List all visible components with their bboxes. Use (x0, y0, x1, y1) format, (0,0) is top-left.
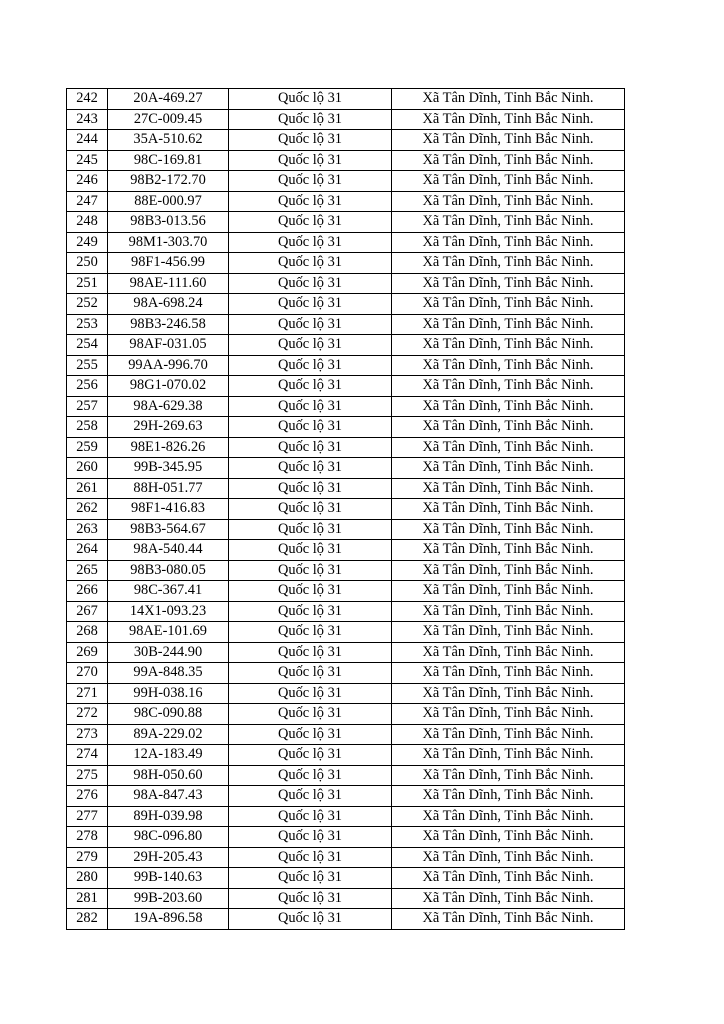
road-cell: Quốc lộ 31 (229, 478, 392, 499)
road-cell: Quốc lộ 31 (229, 519, 392, 540)
table-row (67, 478, 625, 499)
license-plate-cell: 98B3-080.05 (108, 560, 229, 581)
license-plate-cell: 89H-039.98 (108, 806, 229, 827)
road-cell: Quốc lộ 31 (229, 888, 392, 909)
license-plate-cell: 99H-038.16 (108, 683, 229, 704)
license-plate-cell: 30B-244.90 (108, 642, 229, 663)
row-number-cell: 273 (67, 724, 108, 745)
location-cell: Xã Tân Dĩnh, Tỉnh Bắc Ninh. (392, 786, 625, 807)
table-row (67, 335, 625, 356)
location-cell: Xã Tân Dĩnh, Tỉnh Bắc Ninh. (392, 683, 625, 704)
license-plate-cell: 98F1-416.83 (108, 499, 229, 520)
table-row (67, 253, 625, 274)
road-cell: Quốc lộ 31 (229, 150, 392, 171)
license-plate-cell: 98A-629.38 (108, 396, 229, 417)
location-cell: Xã Tân Dĩnh, Tỉnh Bắc Ninh. (392, 478, 625, 499)
license-plate-cell: 98B3-564.67 (108, 519, 229, 540)
license-plate-cell: 99A-848.35 (108, 663, 229, 684)
road-cell: Quốc lộ 31 (229, 601, 392, 622)
row-number-cell: 259 (67, 437, 108, 458)
row-number-cell: 269 (67, 642, 108, 663)
table-row (67, 355, 625, 376)
row-number-cell: 282 (67, 909, 108, 930)
row-number-cell: 281 (67, 888, 108, 909)
road-cell: Quốc lộ 31 (229, 355, 392, 376)
row-number-cell: 277 (67, 806, 108, 827)
license-plate-cell: 98A-847.43 (108, 786, 229, 807)
license-plate-cell: 29H-269.63 (108, 417, 229, 438)
table-row (67, 294, 625, 315)
location-cell: Xã Tân Dĩnh, Tỉnh Bắc Ninh. (392, 376, 625, 397)
table-row (67, 273, 625, 294)
table-row (67, 765, 625, 786)
location-cell: Xã Tân Dĩnh, Tỉnh Bắc Ninh. (392, 806, 625, 827)
license-plate-cell: 98AF-031.05 (108, 335, 229, 356)
table-row (67, 314, 625, 335)
location-cell: Xã Tân Dĩnh, Tỉnh Bắc Ninh. (392, 355, 625, 376)
road-cell: Quốc lộ 31 (229, 581, 392, 602)
location-cell: Xã Tân Dĩnh, Tỉnh Bắc Ninh. (392, 601, 625, 622)
location-cell: Xã Tân Dĩnh, Tỉnh Bắc Ninh. (392, 171, 625, 192)
row-number-cell: 243 (67, 109, 108, 130)
road-cell: Quốc lộ 31 (229, 560, 392, 581)
location-cell: Xã Tân Dĩnh, Tỉnh Bắc Ninh. (392, 663, 625, 684)
location-cell: Xã Tân Dĩnh, Tỉnh Bắc Ninh. (392, 868, 625, 889)
row-number-cell: 253 (67, 314, 108, 335)
location-cell: Xã Tân Dĩnh, Tỉnh Bắc Ninh. (392, 745, 625, 766)
row-number-cell: 266 (67, 581, 108, 602)
location-cell: Xã Tân Dĩnh, Tỉnh Bắc Ninh. (392, 109, 625, 130)
table-row (67, 519, 625, 540)
location-cell: Xã Tân Dĩnh, Tỉnh Bắc Ninh. (392, 765, 625, 786)
row-number-cell: 275 (67, 765, 108, 786)
license-plate-cell: 98C-169.81 (108, 150, 229, 171)
road-cell: Quốc lộ 31 (229, 806, 392, 827)
location-cell: Xã Tân Dĩnh, Tỉnh Bắc Ninh. (392, 519, 625, 540)
road-cell: Quốc lộ 31 (229, 253, 392, 274)
row-number-cell: 252 (67, 294, 108, 315)
road-cell: Quốc lộ 31 (229, 765, 392, 786)
row-number-cell: 265 (67, 560, 108, 581)
license-plate-cell: 98E1-826.26 (108, 437, 229, 458)
table-row (67, 581, 625, 602)
location-cell: Xã Tân Dĩnh, Tỉnh Bắc Ninh. (392, 89, 625, 110)
location-cell: Xã Tân Dĩnh, Tỉnh Bắc Ninh. (392, 417, 625, 438)
table-row (67, 663, 625, 684)
table-row (67, 806, 625, 827)
table-row (67, 437, 625, 458)
table-row (67, 745, 625, 766)
license-plate-cell: 35A-510.62 (108, 130, 229, 151)
table-row (67, 724, 625, 745)
location-cell: Xã Tân Dĩnh, Tỉnh Bắc Ninh. (392, 212, 625, 233)
row-number-cell: 256 (67, 376, 108, 397)
row-number-cell: 262 (67, 499, 108, 520)
row-number-cell: 250 (67, 253, 108, 274)
road-cell: Quốc lộ 31 (229, 847, 392, 868)
table-row (67, 540, 625, 561)
row-number-cell: 274 (67, 745, 108, 766)
table-row (67, 847, 625, 868)
road-cell: Quốc lộ 31 (229, 786, 392, 807)
table-row (67, 150, 625, 171)
license-plate-cell: 98B3-246.58 (108, 314, 229, 335)
road-cell: Quốc lộ 31 (229, 191, 392, 212)
road-cell: Quốc lộ 31 (229, 314, 392, 335)
road-cell: Quốc lộ 31 (229, 437, 392, 458)
license-plate-cell: 98C-096.80 (108, 827, 229, 848)
license-plate-cell: 88E-000.97 (108, 191, 229, 212)
location-cell: Xã Tân Dĩnh, Tỉnh Bắc Ninh. (392, 622, 625, 643)
table-row (67, 171, 625, 192)
row-number-cell: 267 (67, 601, 108, 622)
road-cell: Quốc lộ 31 (229, 376, 392, 397)
location-cell: Xã Tân Dĩnh, Tỉnh Bắc Ninh. (392, 499, 625, 520)
road-cell: Quốc lộ 31 (229, 130, 392, 151)
location-cell: Xã Tân Dĩnh, Tỉnh Bắc Ninh. (392, 581, 625, 602)
location-cell: Xã Tân Dĩnh, Tỉnh Bắc Ninh. (392, 150, 625, 171)
road-cell: Quốc lộ 31 (229, 827, 392, 848)
license-plate-cell: 98C-367.41 (108, 581, 229, 602)
license-plate-cell: 27C-009.45 (108, 109, 229, 130)
location-cell: Xã Tân Dĩnh, Tỉnh Bắc Ninh. (392, 847, 625, 868)
row-number-cell: 264 (67, 540, 108, 561)
row-number-cell: 260 (67, 458, 108, 479)
row-number-cell: 271 (67, 683, 108, 704)
location-cell: Xã Tân Dĩnh, Tỉnh Bắc Ninh. (392, 437, 625, 458)
license-plate-cell: 14X1-093.23 (108, 601, 229, 622)
road-cell: Quốc lộ 31 (229, 683, 392, 704)
row-number-cell: 242 (67, 89, 108, 110)
row-number-cell: 258 (67, 417, 108, 438)
location-cell: Xã Tân Dĩnh, Tỉnh Bắc Ninh. (392, 232, 625, 253)
road-cell: Quốc lộ 31 (229, 335, 392, 356)
row-number-cell: 247 (67, 191, 108, 212)
road-cell: Quốc lộ 31 (229, 642, 392, 663)
row-number-cell: 246 (67, 171, 108, 192)
license-plate-cell: 99AA-996.70 (108, 355, 229, 376)
license-plate-cell: 88H-051.77 (108, 478, 229, 499)
license-plate-cell: 98F1-456.99 (108, 253, 229, 274)
table-row (67, 909, 625, 930)
table-row (67, 458, 625, 479)
row-number-cell: 272 (67, 704, 108, 725)
road-cell: Quốc lộ 31 (229, 232, 392, 253)
location-cell: Xã Tân Dĩnh, Tỉnh Bắc Ninh. (392, 191, 625, 212)
table-row (67, 683, 625, 704)
location-cell: Xã Tân Dĩnh, Tỉnh Bắc Ninh. (392, 909, 625, 930)
location-cell: Xã Tân Dĩnh, Tỉnh Bắc Ninh. (392, 314, 625, 335)
license-plate-cell: 20A-469.27 (108, 89, 229, 110)
road-cell: Quốc lộ 31 (229, 704, 392, 725)
location-cell: Xã Tân Dĩnh, Tỉnh Bắc Ninh. (392, 827, 625, 848)
license-plate-cell: 12A-183.49 (108, 745, 229, 766)
row-number-cell: 263 (67, 519, 108, 540)
row-number-cell: 254 (67, 335, 108, 356)
location-cell: Xã Tân Dĩnh, Tỉnh Bắc Ninh. (392, 642, 625, 663)
row-number-cell: 276 (67, 786, 108, 807)
location-cell: Xã Tân Dĩnh, Tỉnh Bắc Ninh. (392, 335, 625, 356)
road-cell: Quốc lộ 31 (229, 273, 392, 294)
row-number-cell: 245 (67, 150, 108, 171)
table-row (67, 232, 625, 253)
row-number-cell: 251 (67, 273, 108, 294)
table-row (67, 704, 625, 725)
table-row (67, 868, 625, 889)
license-plate-cell: 98AE-101.69 (108, 622, 229, 643)
location-cell: Xã Tân Dĩnh, Tỉnh Bắc Ninh. (392, 396, 625, 417)
road-cell: Quốc lộ 31 (229, 868, 392, 889)
license-plate-cell: 98AE-111.60 (108, 273, 229, 294)
license-plate-cell: 99B-140.63 (108, 868, 229, 889)
location-cell: Xã Tân Dĩnh, Tỉnh Bắc Ninh. (392, 540, 625, 561)
road-cell: Quốc lộ 31 (229, 171, 392, 192)
location-cell: Xã Tân Dĩnh, Tỉnh Bắc Ninh. (392, 724, 625, 745)
row-number-cell: 280 (67, 868, 108, 889)
license-plate-cell: 98H-050.60 (108, 765, 229, 786)
row-number-cell: 261 (67, 478, 108, 499)
license-plate-cell: 98A-540.44 (108, 540, 229, 561)
row-number-cell: 244 (67, 130, 108, 151)
table-row (67, 601, 625, 622)
road-cell: Quốc lộ 31 (229, 540, 392, 561)
table-row (67, 786, 625, 807)
location-cell: Xã Tân Dĩnh, Tỉnh Bắc Ninh. (392, 273, 625, 294)
license-plate-cell: 98B3-013.56 (108, 212, 229, 233)
road-cell: Quốc lộ 31 (229, 417, 392, 438)
table-row (67, 191, 625, 212)
road-cell: Quốc lộ 31 (229, 294, 392, 315)
license-plate-cell: 98C-090.88 (108, 704, 229, 725)
table-row (67, 109, 625, 130)
license-plate-cell: 19A-896.58 (108, 909, 229, 930)
road-cell: Quốc lộ 31 (229, 745, 392, 766)
table-row (67, 417, 625, 438)
table-row (67, 376, 625, 397)
road-cell: Quốc lộ 31 (229, 212, 392, 233)
license-plate-cell: 99B-345.95 (108, 458, 229, 479)
table-row (67, 396, 625, 417)
location-cell: Xã Tân Dĩnh, Tỉnh Bắc Ninh. (392, 704, 625, 725)
vehicle-violation-table (66, 88, 625, 930)
location-cell: Xã Tân Dĩnh, Tỉnh Bắc Ninh. (392, 888, 625, 909)
row-number-cell: 255 (67, 355, 108, 376)
location-cell: Xã Tân Dĩnh, Tỉnh Bắc Ninh. (392, 130, 625, 151)
row-number-cell: 268 (67, 622, 108, 643)
table-row (67, 89, 625, 110)
road-cell: Quốc lộ 31 (229, 663, 392, 684)
license-plate-cell: 98B2-172.70 (108, 171, 229, 192)
table-row (67, 622, 625, 643)
road-cell: Quốc lộ 31 (229, 909, 392, 930)
license-plate-cell: 89A-229.02 (108, 724, 229, 745)
license-plate-cell: 98G1-070.02 (108, 376, 229, 397)
table-row (67, 212, 625, 233)
road-cell: Quốc lộ 31 (229, 724, 392, 745)
road-cell: Quốc lộ 31 (229, 499, 392, 520)
location-cell: Xã Tân Dĩnh, Tỉnh Bắc Ninh. (392, 294, 625, 315)
table-row (67, 130, 625, 151)
road-cell: Quốc lộ 31 (229, 458, 392, 479)
road-cell: Quốc lộ 31 (229, 622, 392, 643)
location-cell: Xã Tân Dĩnh, Tỉnh Bắc Ninh. (392, 253, 625, 274)
row-number-cell: 279 (67, 847, 108, 868)
table-row (67, 560, 625, 581)
table-body (67, 89, 625, 930)
location-cell: Xã Tân Dĩnh, Tỉnh Bắc Ninh. (392, 458, 625, 479)
row-number-cell: 248 (67, 212, 108, 233)
row-number-cell: 257 (67, 396, 108, 417)
license-plate-cell: 98A-698.24 (108, 294, 229, 315)
road-cell: Quốc lộ 31 (229, 109, 392, 130)
table-row (67, 642, 625, 663)
location-cell: Xã Tân Dĩnh, Tỉnh Bắc Ninh. (392, 560, 625, 581)
table-row (67, 888, 625, 909)
table-row (67, 827, 625, 848)
license-plate-cell: 29H-205.43 (108, 847, 229, 868)
license-plate-cell: 98M1-303.70 (108, 232, 229, 253)
row-number-cell: 249 (67, 232, 108, 253)
road-cell: Quốc lộ 31 (229, 396, 392, 417)
road-cell: Quốc lộ 31 (229, 89, 392, 110)
row-number-cell: 278 (67, 827, 108, 848)
license-plate-cell: 99B-203.60 (108, 888, 229, 909)
row-number-cell: 270 (67, 663, 108, 684)
table-row (67, 499, 625, 520)
